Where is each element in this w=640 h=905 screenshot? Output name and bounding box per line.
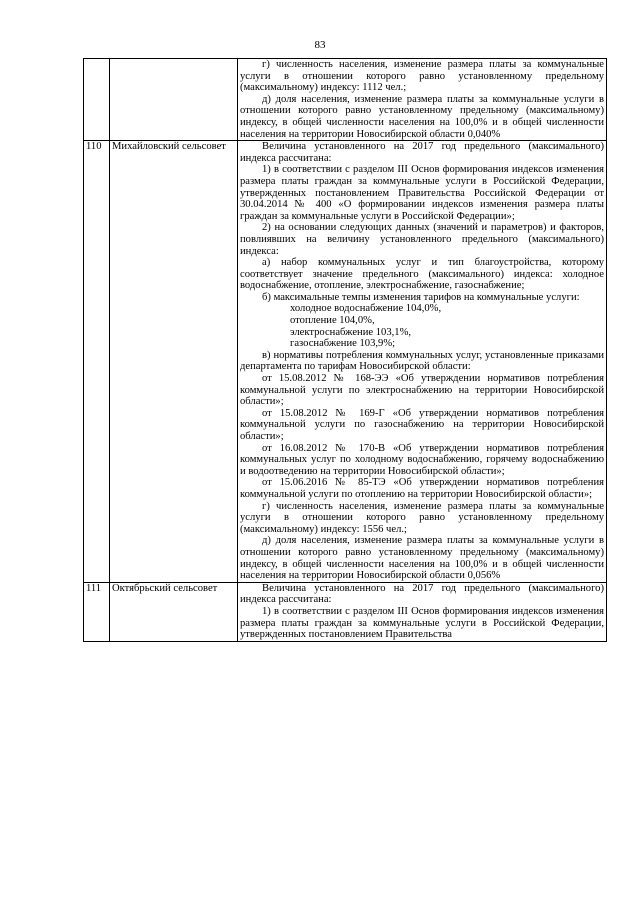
municipality-name bbox=[110, 59, 238, 141]
index-description bbox=[238, 582, 607, 641]
paragraph: 1) в соответствии с разделом III Основ формирования индексов изменения размера платы граждан за коммунальные услуги в Российской Федерации, утвержденных постановлением Правительства Российской Федерации от 30.04.2014 № 400 «О формировании индексов изменения размера платы граждан за коммунальные услуги в Российской Федерации»; bbox=[240, 164, 604, 222]
list-item: отопление 104,0%, bbox=[290, 315, 375, 327]
row-number: 111 bbox=[84, 582, 110, 641]
page-number: 83 bbox=[314, 39, 326, 51]
paragraph: б) максимальные темпы изменения тарифов на коммунальные услуги: bbox=[262, 291, 580, 303]
paragraph: в) нормативы потребления коммунальных услуг, установленные приказами департамента по тарифам Новосибирской области: bbox=[240, 349, 604, 373]
tariff-list bbox=[240, 303, 604, 349]
paragraph: от 15.08.2012 № 169-Г «Об утверждении нормативов потребления коммунальной услуги по газоснабжению на территории Новосибирской области»; bbox=[240, 407, 604, 442]
paragraph: от 15.08.2012 № 168-ЭЭ «Об утверждении нормативов потребления коммунальной услуги по электроснабжению на территории Новосибирской области»; bbox=[240, 373, 604, 408]
paragraph: от 16.08.2012 № 170-В «Об утверждении нормативов потребления коммунальных услуг по холодному водоснабжению, горячему водоснабжению и водоотведению на территории Новосибирской области»; bbox=[240, 442, 604, 477]
paragraph: д) доля населения, изменение размера платы за коммунальные услуги в отношении которого равно установленному предельному (максимальному) индексу, в общей численности населения на 100,0% и в общей численности населения на территории Новосибирской области 0,040% bbox=[240, 93, 604, 140]
municipality-name: Михайловский сельсовет bbox=[110, 141, 238, 583]
paragraph: 2) на основании следующих данных (значений и параметров) и факторов, повлиявших на величину установленного предельного (максимального) индекса: bbox=[240, 222, 604, 257]
list-item: газоснабжение 103,9%; bbox=[290, 338, 396, 350]
list-item: холодное водоснабжение 104,0%, bbox=[290, 303, 442, 315]
index-description bbox=[238, 59, 607, 141]
table-row bbox=[84, 582, 607, 641]
paragraph: а) набор коммунальных услуг и тип благоустройства, которому соответствует значение предельного (максимального) индекса: холодное водоснабжение, отопление, электроснабжение, газоснабжение; bbox=[240, 257, 604, 292]
paragraph: 1) в соответствии с разделом III Основ формирования индексов изменения размера платы граждан за коммунальные услуги в Российской Федерации, утвержденных постановлением Правительства bbox=[240, 605, 604, 641]
municipality-name: Октябрьский сельсовет bbox=[110, 582, 238, 641]
municipality-index-table bbox=[83, 58, 607, 642]
row-number: 110 bbox=[84, 141, 110, 583]
list-item: электроснабжение 103,1%, bbox=[290, 326, 412, 338]
table-row bbox=[84, 59, 607, 141]
paragraph: г) численность населения, изменение размера платы за коммунальные услуги в отношении которого равно установленному предельному (максимальному) индексу: 1112 чел.; bbox=[240, 59, 604, 94]
paragraph: Величина установленного на 2017 год предельного (максимального) индекса рассчитана: bbox=[240, 582, 604, 606]
paragraph: д) доля населения, изменение размера платы за коммунальные услуги в отношении которого равно установленному предельному (максимальному) индексу, в общей численности населения на 100,0% и в общей численности населения на территории Новосибирской области 0,056% bbox=[240, 535, 604, 582]
paragraph: от 15.06.2016 № 85-ТЭ «Об утверждении нормативов потребления коммунальной услуги по отоплению на территории Новосибирской области»; bbox=[240, 477, 604, 500]
row-number bbox=[84, 59, 110, 141]
paragraph: г) численность населения, изменение размера платы за коммунальные услуги в отношении которого равно установленному предельному (максимальному) индексу: 1556 чел.; bbox=[240, 500, 604, 535]
index-description bbox=[238, 141, 607, 583]
table-row bbox=[84, 141, 607, 583]
paragraph: Величина установленного на 2017 год предельного (максимального) индекса рассчитана: bbox=[240, 141, 604, 164]
